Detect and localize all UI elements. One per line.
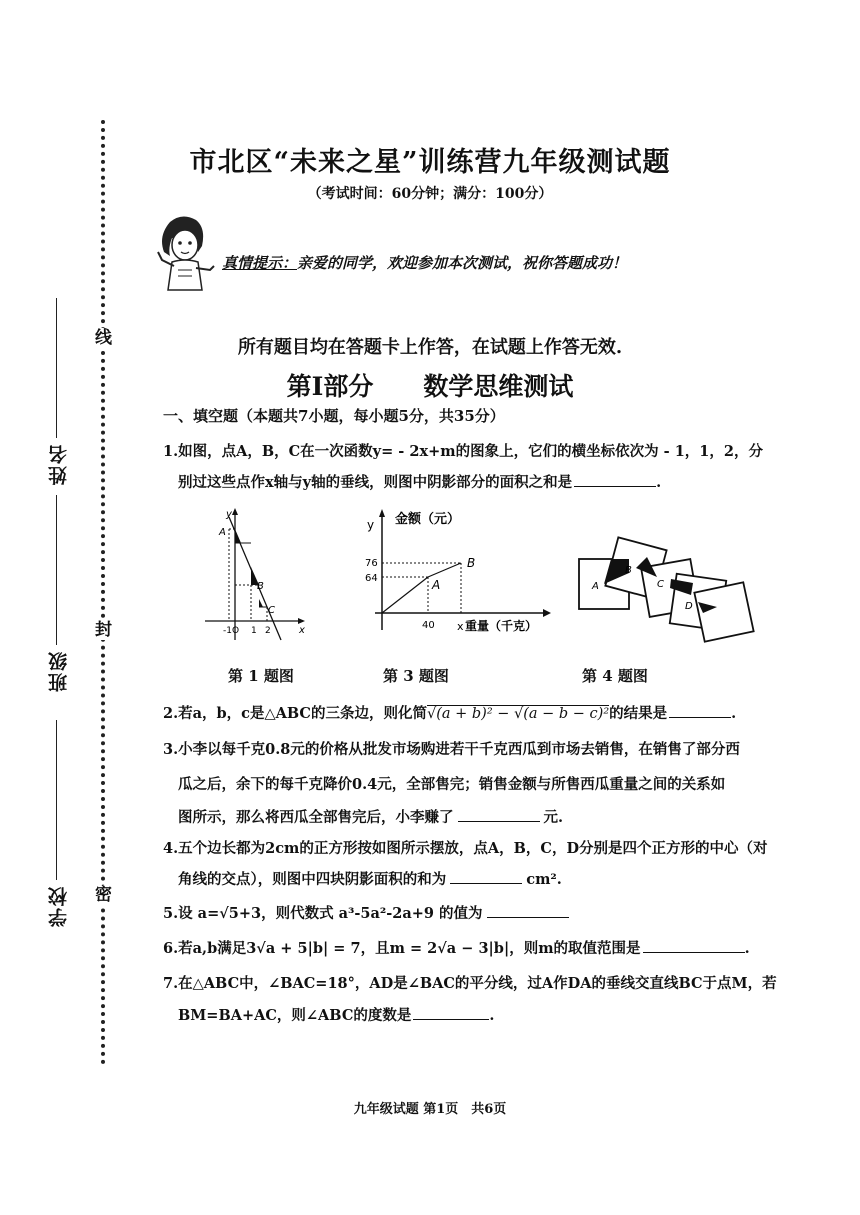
fig1-label-c: C xyxy=(268,605,275,616)
question-6: 6.若a,b满足3√a + 5|b| = 7，且m = 2√a − 3|b|，则m的取值范围是 . xyxy=(163,940,750,957)
tip-text: 亲爱的同学，欢迎参加本次测试，祝你答题成功！ xyxy=(297,254,628,272)
school-label: 学校 xyxy=(48,885,70,927)
fig1-label-x: x xyxy=(299,625,305,636)
question-5: 5.设 a=√5+3，则代数式 a³-5a²-2a+9 的值为 xyxy=(163,903,569,925)
fig3-label-b: B xyxy=(467,556,476,570)
fig3-label-y: y xyxy=(367,518,375,532)
part-number: 第Ⅰ部分 xyxy=(286,372,374,401)
part-heading xyxy=(0,367,860,403)
question-4-line-1: 4.五个边长都为2cm的正方形按如图所示摆放，点A，B，C，D分别是四个正方形的中心（对 xyxy=(163,840,768,857)
fig3-label-x: x xyxy=(457,620,464,633)
fig4-label-c: C xyxy=(657,579,664,590)
answer-blank xyxy=(669,703,731,718)
fig3-label-40: 40 xyxy=(422,620,435,631)
question-3-line-1: 3.小李以每千克0.8元的价格从批发市场购进若干千克西瓜到市场去销售，在销售了部分西 xyxy=(163,741,740,758)
school-rule xyxy=(56,720,57,880)
question-7-line-1: 7.在△ABC中，∠BAC=18°，AD是∠BAC的平分线，过A作DA的垂线交直线BC于点M，若 xyxy=(163,975,777,992)
fig1-label-b: B xyxy=(257,581,264,592)
answer-blank xyxy=(643,938,745,953)
figure-3-graph xyxy=(355,505,555,635)
answer-notice: 所有题目均在答题卡上作答，在试题上作答无效. xyxy=(237,337,623,358)
class-rule xyxy=(56,495,57,645)
fig1-label-y: y xyxy=(226,509,232,520)
figure-1-graph xyxy=(195,505,310,645)
part-name: 数学思维测试 xyxy=(423,372,574,401)
fig3-label-xname: 重量（千克） xyxy=(465,619,538,633)
fig1-label-1: 1 xyxy=(251,626,257,636)
seal-char-line: 线 xyxy=(95,328,112,348)
question-3-line-3: 图所示，那么将西瓜全部售完后，小李赚了 元. xyxy=(178,809,564,826)
question-7-line-2: BM=BA+AC，则∠ABC的度数是 . xyxy=(178,1007,495,1024)
figure-4-caption: 第 4 题图 xyxy=(582,667,648,685)
question-2: 2.若a，b，c是△ABC的三条边，则化简√(a + b)² − √(a − b − c)²的结果是 . xyxy=(163,705,737,722)
seal-char-seal: 封 xyxy=(95,620,112,640)
girl-illustration-icon xyxy=(152,212,218,294)
answer-blank xyxy=(458,807,540,822)
question-1-line-1: 1.如图，点A，B，C在一次函数y= - 2x+m的图象上，它们的横坐标依次为 - 1，1，2，分 xyxy=(163,443,763,460)
fig3-label-yname: 金额（元） xyxy=(395,512,461,527)
answer-blank xyxy=(413,1005,489,1020)
figure-1-caption: 第 1 题图 xyxy=(228,667,294,685)
fig1-label-a: A xyxy=(219,527,226,538)
answer-blank xyxy=(574,472,656,487)
exam-subtitle: （考试时间：60分钟；满分：100分） xyxy=(307,186,553,202)
fig1-label-origin: -1O xyxy=(223,626,240,636)
figure-4-squares xyxy=(575,535,760,655)
fig3-label-a: A xyxy=(432,578,441,592)
fig1-label-2: 2 xyxy=(265,626,271,636)
fig3-label-64: 64 xyxy=(365,573,378,584)
exam-title: 市北区“未来之星”训练营九年级测试题 xyxy=(189,147,671,178)
answer-blank xyxy=(450,869,522,884)
name-label: 姓名 xyxy=(48,443,70,485)
page-footer: 九年级试题 第1页 共6页 xyxy=(353,1102,507,1117)
question-3-line-2: 瓜之后，余下的每千克降价0.4元，全部售完；销售金额与所售西瓜重量之间的关系如 xyxy=(178,776,726,793)
fig4-label-a: A xyxy=(592,581,599,592)
question-1-line-2: 别过这些点作x轴与y轴的垂线，则图中阴影部分的面积之和是 . xyxy=(178,474,662,491)
seal-char-dense: 密 xyxy=(95,885,112,905)
binding-dotted-line xyxy=(101,120,105,1065)
figure-3-caption: 第 3 题图 xyxy=(383,667,449,685)
fig4-label-d: D xyxy=(685,601,693,612)
tip-label: 真情提示： xyxy=(222,254,298,272)
question-2-expression: √(a + b)² − √(a − b − c)² xyxy=(426,706,610,722)
question-4-line-2: 角线的交点），则图中四块阴影面积的和为 cm². xyxy=(178,871,562,888)
class-label: 班级 xyxy=(48,650,70,692)
fig3-label-76: 76 xyxy=(365,558,378,569)
fig4-label-b: B xyxy=(625,565,632,576)
greeting-tip xyxy=(222,252,627,273)
section-heading: 一、填空题（本题共7小题，每小题5分，共35分） xyxy=(163,407,505,425)
answer-blank xyxy=(487,903,569,918)
